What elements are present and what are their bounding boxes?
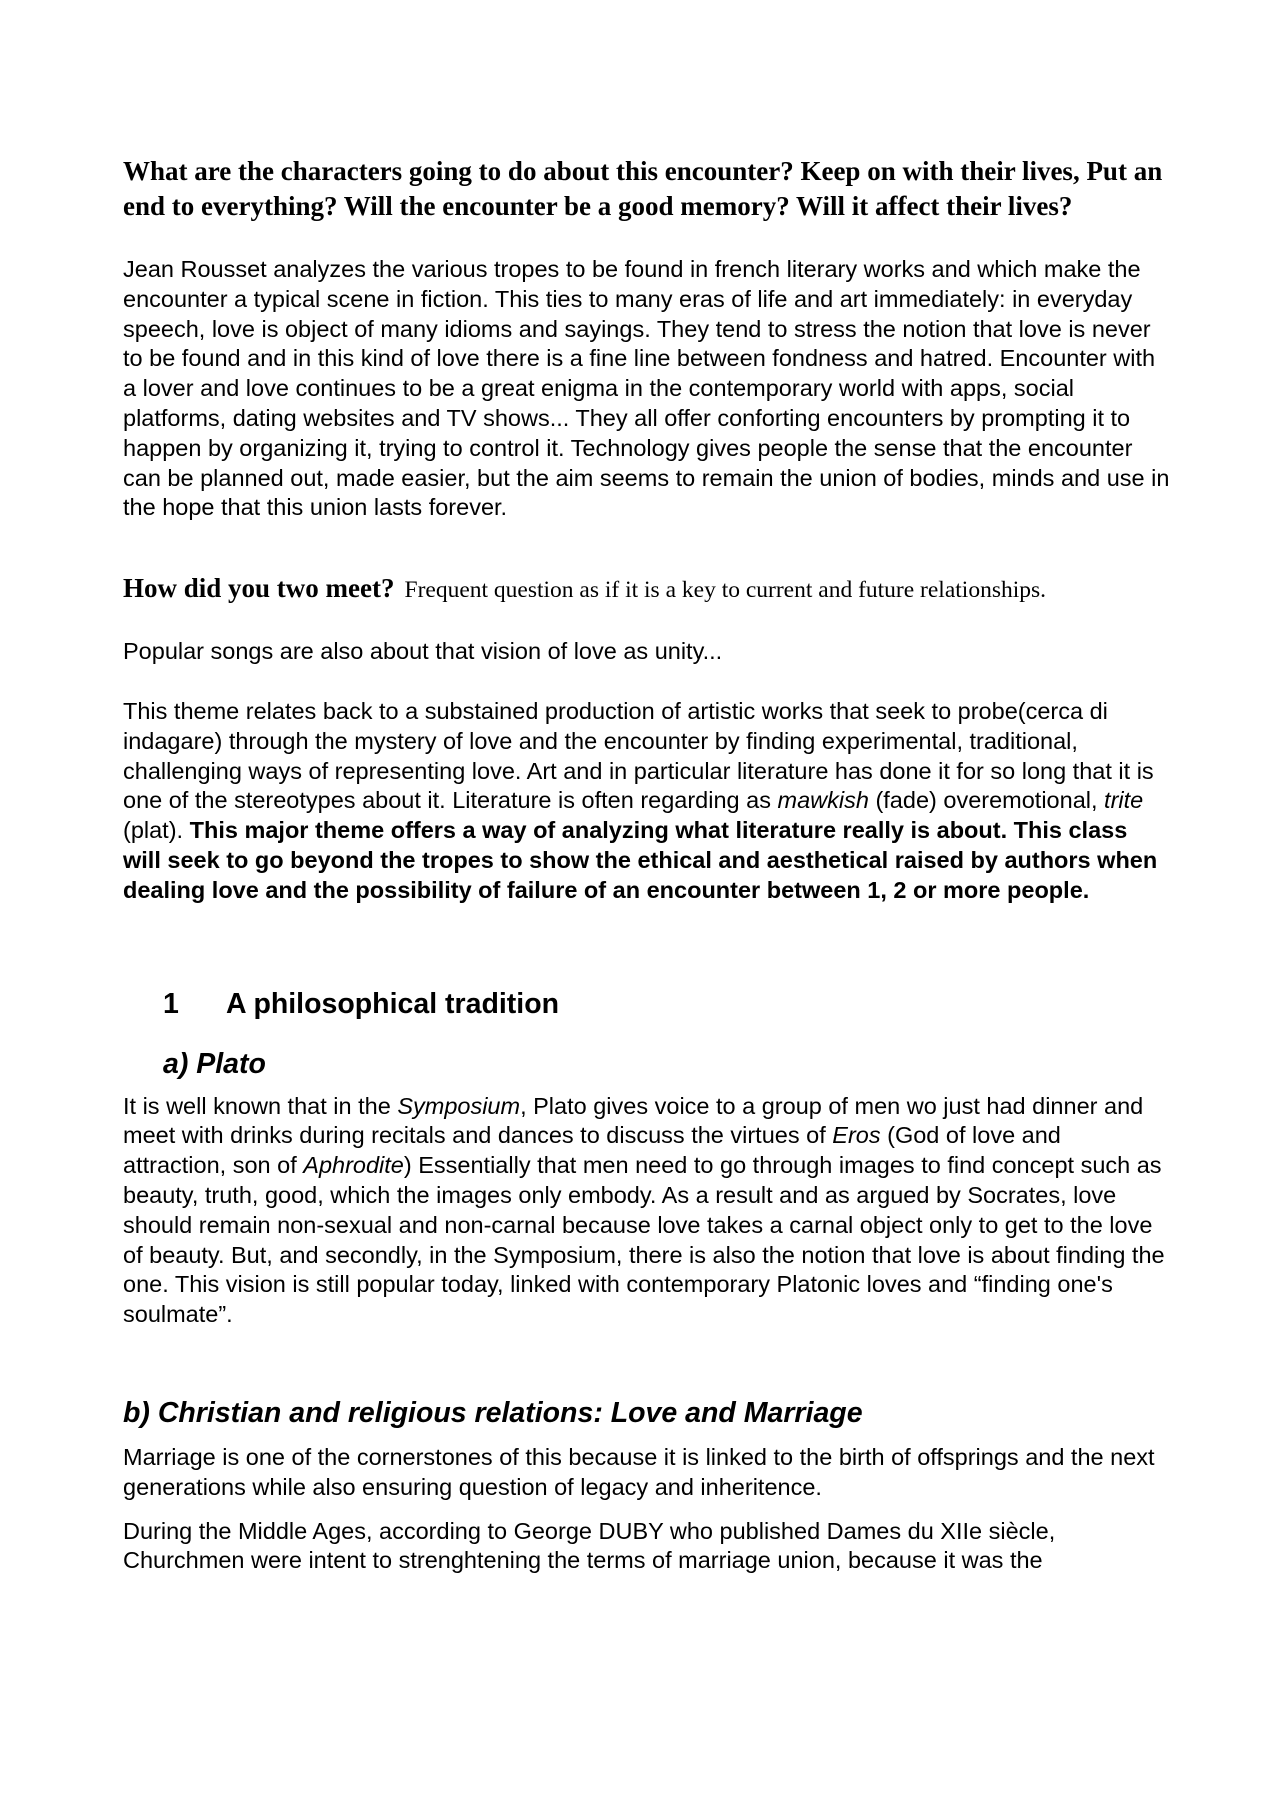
plato-text-2: , Plato gives voice to a group of men wo just had dinner and meet with drinks during recitals and dances to discuss the virtues of	[123, 1092, 1144, 1149]
section-heading-1	[123, 986, 1170, 1022]
plato-text-4: ) Essentially that men need to go through images to find concept such as beauty, truth, good, which the images only embody. As a result and as argued by Socrates, love should remain non-sexual and non-carnal because love takes a carnal object only to get to the love of beauty. But, and secondly, in the Symposium, there is also the notion that love is about finding the one. This vision is still popular today, linked with contemporary Platonic loves and “finding one's soulmate”.	[123, 1152, 1165, 1328]
section-number: 1	[163, 987, 179, 1020]
plato-term-aphrodite: Aphrodite	[303, 1152, 404, 1179]
theme-term-trite: trite	[1104, 787, 1144, 814]
meet-comment: Frequent question as if it is a key to current and future relationships.	[404, 577, 1047, 604]
theme-term-mawkish: mawkish	[777, 787, 869, 814]
intro-question: What are the characters going to do about this encounter? Keep on with their lives, Put an end to everything? Will the encounter be a good memory? Will it affect their lives?	[123, 156, 1163, 221]
plato-text-1: It is well known that in the	[123, 1092, 398, 1119]
plato-text-3: (God of love and attraction, son of	[123, 1122, 1061, 1179]
subsection-heading-christian: b) Christian and religious relations: Love and Marriage	[123, 1396, 863, 1429]
rousset-paragraph: Jean Rousset analyzes the various tropes to be found in french literary works and which make the encounter a typical scene in fiction. This ties to many eras of life and art immediately: in everyday speech, love is object of many idioms and sayings. They tend to stress the notion that love is never to be found and in this kind of love there is a fine line between fondness and hatred. Encounter with a lover and love continues to be a great enigma in the contemporary world with apps, social platforms, dating websites and TV shows... They all offer conforting encounters by prompting it to happen by organizing it, trying to control it. Technology gives people the sense that the encounter can be planned out, made easier, but the aim seems to remain the union of bodies, minds and use in the hope that this union lasts forever.	[123, 256, 1170, 521]
subsection-heading-plato: a) Plato	[163, 1047, 266, 1080]
popular-songs-paragraph: Popular songs are also about that vision of love as unity...	[123, 638, 723, 665]
section-title: A philosophical tradition	[226, 987, 560, 1020]
plato-term-symposium: Symposium	[397, 1092, 521, 1119]
plato-term-eros: Eros	[832, 1122, 881, 1149]
theme-text-1: This theme relates back to a substained production of artistic works that seek to probe(cerca di indagare) through the mystery of love and the encounter by finding experimental, traditional, challenging ways of representing love. Art and in particular literature has done it for so long that it is one of the stereotypes about it. Literature is often regarding as	[123, 697, 1154, 814]
duby-paragraph: During the Middle Ages, according to George DUBY who published Dames du XIIe siècle, Churchmen were intent to strenghtening the terms of marriage union, because it was the	[123, 1517, 1056, 1574]
marriage-paragraph: Marriage is one of the cornerstones of this because it is linked to the birth of offsprings and the next generations while also ensuring question of legacy and inheritence.	[123, 1443, 1155, 1500]
theme-bold-statement: This major theme offers a way of analyzing what literature really is about. This class will seek to go beyond the tropes to show the ethical and aesthetical raised by authors when dealing love and the possibility of failure of an encounter between 1, 2 or more people.	[123, 817, 1158, 903]
meet-line	[123, 570, 1170, 611]
theme-text-2: (fade) overemotional,	[868, 787, 1105, 814]
plato-paragraph	[123, 1092, 1170, 1330]
theme-paragraph	[123, 697, 1170, 906]
theme-text-3: (plat).	[123, 817, 190, 844]
meet-question: How did you two meet?	[123, 573, 395, 604]
